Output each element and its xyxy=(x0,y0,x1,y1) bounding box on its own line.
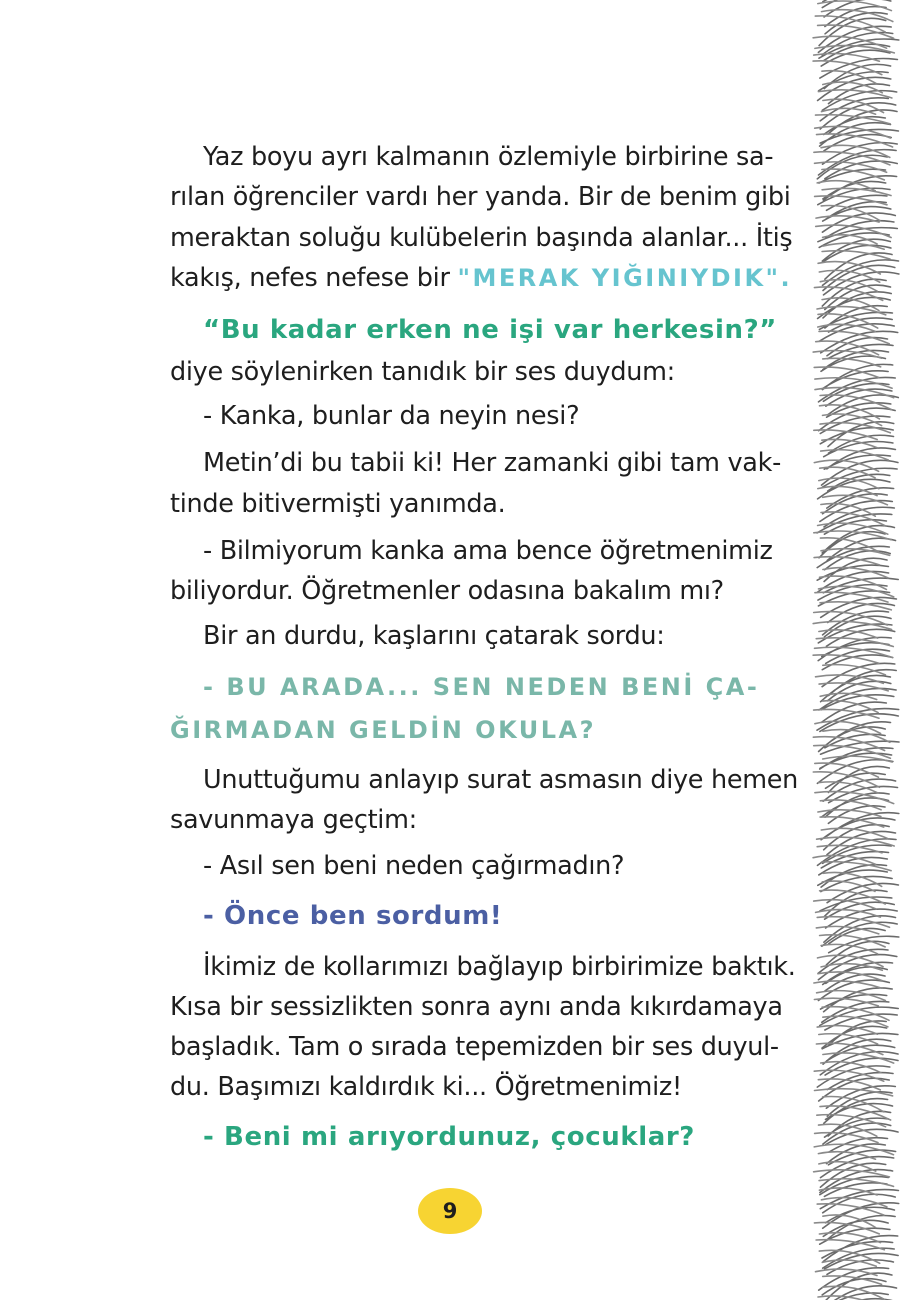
text-segment: rılan öğrenciler vardı her yanda. Bir de benim gibi xyxy=(170,182,791,212)
text-segment: “Bu kadar erken ne işi var herkesin?” xyxy=(203,315,777,345)
text-segment: Unuttuğumu anlayıp surat asmasın diye hemen xyxy=(203,765,799,795)
text-line-2 xyxy=(170,180,791,214)
text-line-6 xyxy=(170,355,755,389)
text-segment: - Beni mi arıyordunuz, çocuklar? xyxy=(203,1122,695,1152)
text-line-12 xyxy=(203,619,755,653)
text-segment: Bir an durdu, kaşlarını çatarak sordu: xyxy=(203,621,665,651)
text-line-8 xyxy=(203,446,781,480)
text-line-16 xyxy=(170,803,755,837)
text-segment: ĞIRMADAN GELDİN OKULA? xyxy=(170,716,597,744)
text-segment: tinde bitivermişti yanımda. xyxy=(170,489,506,519)
text-line-11 xyxy=(170,574,755,608)
text-line-14 xyxy=(170,713,755,747)
text-line-5 xyxy=(203,313,777,347)
text-segment: du. Başımızı kaldırdık ki... Öğretmenimiz! xyxy=(170,1072,682,1102)
text-line-3 xyxy=(170,221,793,255)
text-line-1 xyxy=(203,140,774,174)
text-segment: Yaz boyu ayrı kalmanın özlemiyle birbirine sa- xyxy=(203,142,774,172)
text-line-18 xyxy=(203,899,755,933)
text-line-20 xyxy=(170,990,783,1024)
text-segment: başladık. Tam o sırada tepemizden bir ses duyul- xyxy=(170,1032,779,1062)
text-line-9 xyxy=(170,487,755,521)
text-segment: Metin’di bu tabii ki! Her zamanki gibi tam vak- xyxy=(203,448,781,478)
text-line-10 xyxy=(203,534,773,568)
text-segment: - Önce ben sordum! xyxy=(203,901,503,931)
text-segment: savunmaya geçtim: xyxy=(170,805,417,835)
text-segment: "MERAK YIĞINIYDIK". xyxy=(457,264,793,292)
text-segment: - Kanka, bunlar da neyin nesi? xyxy=(203,401,580,431)
text-segment: biliyordur. Öğretmenler odasına bakalım mı? xyxy=(170,576,724,606)
text-segment: diye söylenirken tanıdık bir ses duydum: xyxy=(170,357,675,387)
page-number: 9 xyxy=(442,1199,458,1223)
pencil-scribble-border xyxy=(805,0,900,1300)
text-segment: Kısa bir sessizlikten sonra aynı anda kıkırdamaya xyxy=(170,992,783,1022)
text-segment: kakış, nefes nefese bir xyxy=(170,263,458,293)
text-line-4 xyxy=(170,261,793,295)
text-segment: - Bilmiyorum kanka ama bence öğretmenimiz xyxy=(203,536,773,566)
text-line-13 xyxy=(203,670,760,704)
text-line-19 xyxy=(203,950,796,984)
text-line-17 xyxy=(203,849,755,883)
text-segment: meraktan soluğu kulübelerin başında alanlar... İtiş xyxy=(170,223,793,253)
text-segment: - Asıl sen beni neden çağırmadın? xyxy=(203,851,625,881)
text-line-15 xyxy=(203,763,799,797)
text-line-21 xyxy=(170,1030,779,1064)
text-line-22 xyxy=(170,1070,755,1104)
page-number-badge xyxy=(418,1188,482,1234)
text-segment: - BU ARADA... SEN NEDEN BENİ ÇA- xyxy=(203,673,760,701)
text-segment: İkimiz de kollarımızı bağlayıp birbirimize baktık. xyxy=(203,952,796,982)
text-line-7 xyxy=(203,399,755,433)
text-line-23 xyxy=(203,1120,755,1154)
